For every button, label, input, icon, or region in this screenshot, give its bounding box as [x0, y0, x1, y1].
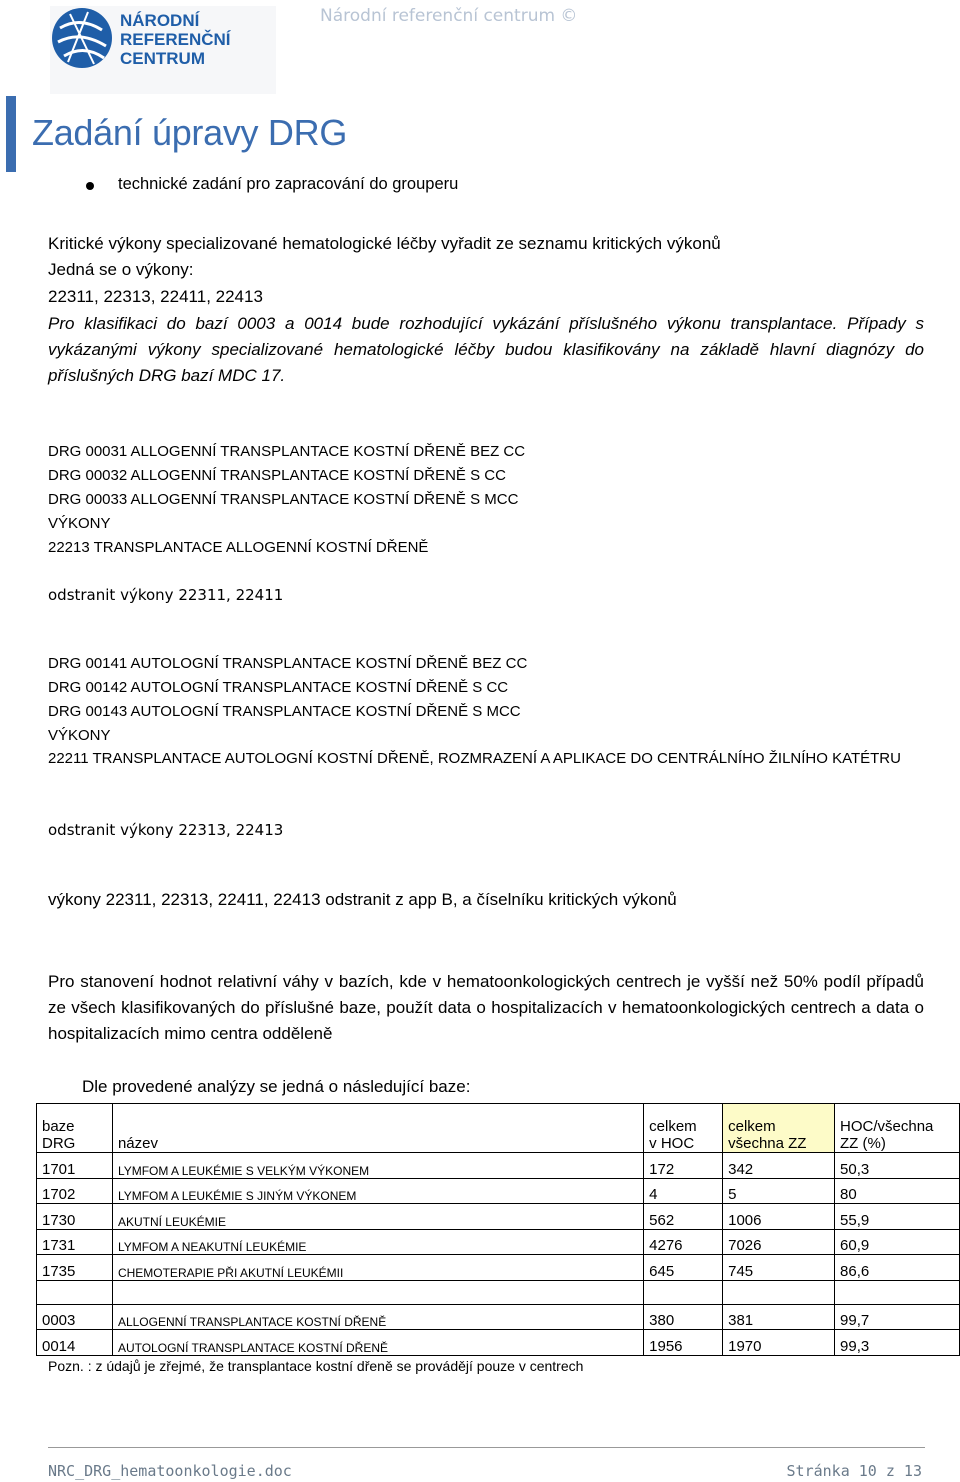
nrc-logo: [50, 6, 276, 94]
table-caption: Dle provedené analýzy se jedná o následující baze:: [82, 1077, 471, 1096]
cell-pct: 99,7: [835, 1304, 960, 1330]
cell-hoc: 380: [644, 1304, 723, 1330]
drg-line: DRG 00143 AUTOLOGNÍ TRANSPLANTACE KOSTNÍ DŘENĚ S MCC: [48, 703, 521, 720]
page-title: Zadání úpravy DRG: [32, 112, 348, 153]
baze-table: [36, 1103, 960, 1356]
vykon-line: 22213 TRANSPLANTACE ALLOGENNÍ KOSTNÍ DŘENĚ: [48, 539, 429, 556]
header-cell: název: [112, 1104, 643, 1153]
vykony-heading: VÝKONY: [48, 515, 111, 532]
remove-line-1: odstranit výkony 22311, 22411: [48, 586, 284, 604]
cell-nazev: LYMFOM A LEUKÉMIE S VELKÝM VÝKONEM: [112, 1153, 643, 1179]
logo-text-3: CENTRUM: [120, 49, 205, 68]
cell-nazev: AKUTNÍ LEUKÉMIE: [112, 1204, 643, 1230]
cell-pct: 99,3: [835, 1330, 960, 1356]
drg-line: DRG 00033 ALLOGENNÍ TRANSPLANTACE KOSTNÍ DŘENĚ S MCC: [48, 491, 519, 508]
drg-line: DRG 00142 AUTOLOGNÍ TRANSPLANTACE KOSTNÍ DŘENĚ S CC: [48, 679, 509, 696]
remove-app-line: výkony 22311, 22313, 22411, 22413 odstranit z app B, a číselníku kritických výkonů: [48, 890, 677, 909]
cell-vse: 381: [723, 1304, 835, 1330]
table-row: [37, 1204, 960, 1230]
header-cell: celkem v HOC: [644, 1104, 723, 1153]
header-cell: HOC/všechna ZZ (%): [835, 1104, 960, 1153]
vykon-line: 22211 TRANSPLANTACE AUTOLOGNÍ KOSTNÍ DŘENĚ, ROZMRAZENÍ A APLIKACE DO CENTRÁLNÍHO ŽILNÍHO KATÉTRU: [48, 750, 901, 767]
cell-pct: 86,6: [835, 1255, 960, 1281]
table-row: [37, 1229, 960, 1255]
cell-nazev: CHEMOTERAPIE PŘI AKUTNÍ LEUKÉMII: [112, 1255, 643, 1281]
cell-nazev: LYMFOM A NEAKUTNÍ LEUKÉMIE: [112, 1229, 643, 1255]
title-accent-bar: [6, 96, 16, 172]
cell-hoc: 172: [644, 1153, 723, 1179]
cell-baze: 0003: [37, 1304, 113, 1330]
drg-line: DRG 00032 ALLOGENNÍ TRANSPLANTACE KOSTNÍ DŘENĚ S CC: [48, 467, 506, 484]
table-header-row: [37, 1104, 960, 1153]
cell-baze: 1702: [37, 1178, 113, 1204]
header-text: Národní referenční centrum ©: [320, 6, 578, 26]
cell-vse: 1006: [723, 1204, 835, 1230]
cell-baze: 1735: [37, 1255, 113, 1281]
vykony-heading: VÝKONY: [48, 727, 111, 744]
cell-nazev: LYMFOM A LEUKÉMIE S JINÝM VÝKONEM: [112, 1178, 643, 1204]
logo-mark-icon: [50, 6, 276, 94]
cell-nazev: AUTOLOGNÍ TRANSPLANTACE KOSTNÍ DŘENĚ: [112, 1330, 643, 1356]
cell-vse: 1970: [723, 1330, 835, 1356]
drg-line: DRG 00141 AUTOLOGNÍ TRANSPLANTACE KOSTNÍ DŘENĚ BEZ CC: [48, 655, 528, 672]
cell-baze: 1701: [37, 1153, 113, 1179]
cell-hoc: 4: [644, 1178, 723, 1204]
cell-hoc: 645: [644, 1255, 723, 1281]
cell-vse: 5: [723, 1178, 835, 1204]
logo-text-2: REFERENČNÍ: [120, 30, 231, 49]
cell-baze: 1731: [37, 1229, 113, 1255]
drg-line: DRG 00031 ALLOGENNÍ TRANSPLANTACE KOSTNÍ DŘENĚ BEZ CC: [48, 443, 526, 460]
footer-page-number: Stránka 10 z 13: [786, 1462, 922, 1480]
header-cell: baze DRG: [37, 1104, 113, 1153]
drg-block-autologni: [48, 652, 527, 748]
cell-pct: 80: [835, 1178, 960, 1204]
cell-hoc: 4276: [644, 1229, 723, 1255]
table-note: Pozn. : z údajů je zřejmé, že transplantace kostní dřeně se provádějí pouze v centrech: [48, 1358, 584, 1374]
table-row: [37, 1153, 960, 1179]
intro-line-1: Kritické výkony specializované hematologické léčby vyřadit ze seznamu kritických výkonů: [48, 234, 721, 253]
cell-vse: 342: [723, 1153, 835, 1179]
header-cell: celkem všechna ZZ: [723, 1104, 835, 1153]
table-row: [37, 1330, 960, 1356]
remove-line-2: odstranit výkony 22313, 22413: [48, 821, 284, 839]
cell-hoc: 562: [644, 1204, 723, 1230]
cell-baze: 1730: [37, 1204, 113, 1230]
cell-vse: 745: [723, 1255, 835, 1281]
intro-italic-paragraph: Pro klasifikaci do bazí 0003 a 0014 bude rozhodující vykázání příslušného výkonu transplantace. Případy s vykázanými výkony specializované hematologické léčby budou klasifikovány na základě hlavní diagnózy do příslušných DRG bazí MDC 17.: [48, 314, 924, 385]
intro-line-2: Jedná se o výkony:: [48, 260, 194, 279]
cell-pct: 50,3: [835, 1153, 960, 1179]
intro-line-3: 22311, 22313, 22411, 22413: [48, 287, 263, 306]
cell-baze: 0014: [37, 1330, 113, 1356]
table-row: [37, 1255, 960, 1281]
bullet-icon: [86, 182, 94, 190]
table-row: [37, 1178, 960, 1204]
logo-text-1: NÁRODNÍ: [120, 11, 200, 30]
bullet-text: technické zadání pro zapracování do grouperu: [118, 175, 459, 193]
table-row: [37, 1304, 960, 1330]
footer-divider: [48, 1447, 925, 1448]
cell-pct: 60,9: [835, 1229, 960, 1255]
cell-nazev: ALLOGENNÍ TRANSPLANTACE KOSTNÍ DŘENĚ: [112, 1304, 643, 1330]
weights-paragraph: Pro stanovení hodnot relativní váhy v bazích, kde v hematoonkologických centrech je vyšší než 50% podíl případů ze všech klasifikovaných do příslušné baze, použít data o hospitalizacích v hematoonkologických centrech a data o hospitalizacích mimo centra odděleně: [48, 972, 924, 1043]
drg-block-allogenni: [48, 440, 525, 560]
cell-hoc: 1956: [644, 1330, 723, 1356]
footer-filename: NRC_DRG_hematoonkologie.doc: [48, 1462, 292, 1480]
cell-vse: 7026: [723, 1229, 835, 1255]
cell-pct: 55,9: [835, 1204, 960, 1230]
table-spacer-row: [37, 1280, 960, 1304]
